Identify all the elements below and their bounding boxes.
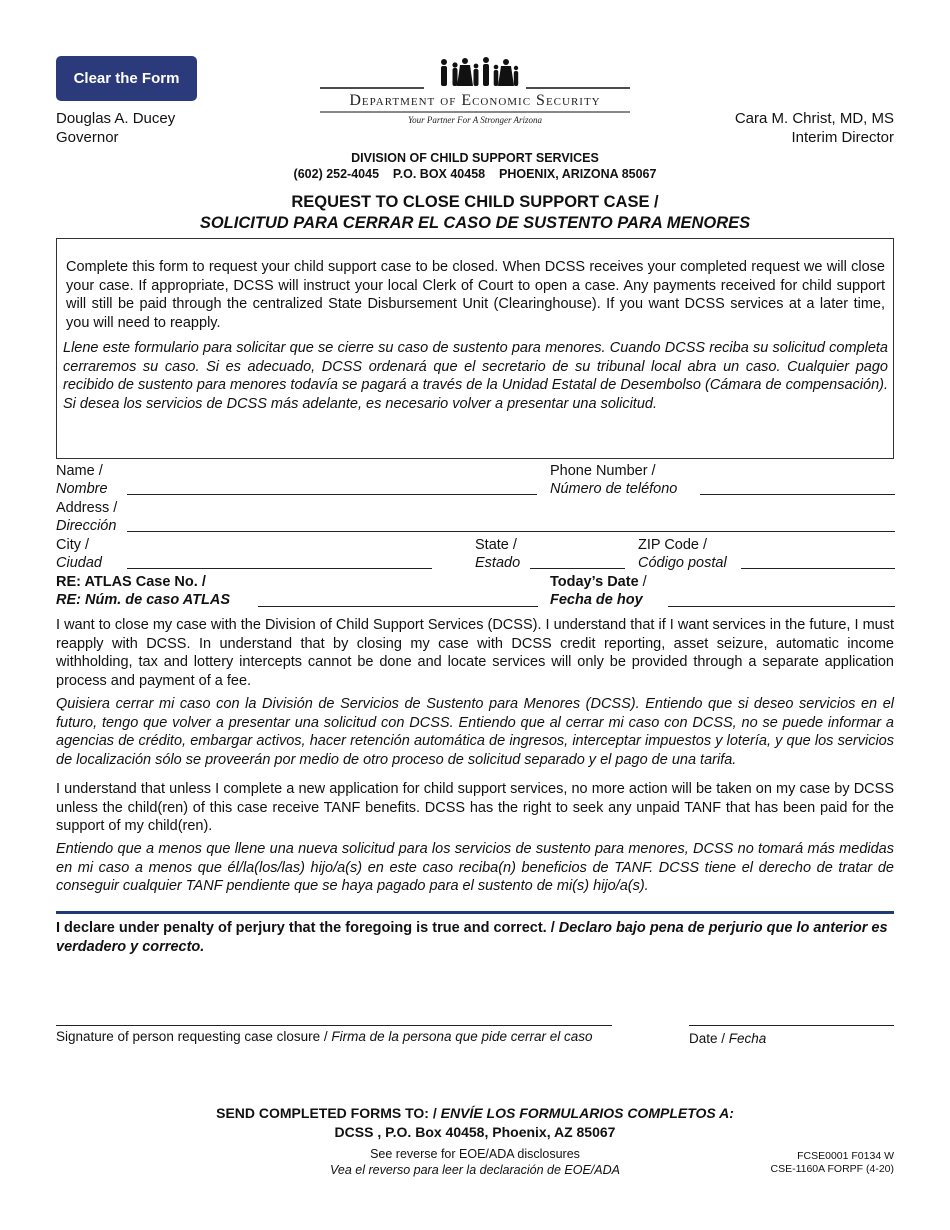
signature-date-label-en: Date / xyxy=(689,1031,729,1046)
division-block xyxy=(0,150,950,182)
today-date-label-es: Fecha de hoy xyxy=(550,591,643,608)
declaration xyxy=(56,919,894,956)
form-code-1: FCSE0001 F0134 W xyxy=(797,1150,894,1162)
governor-name: Douglas A. Ducey xyxy=(56,110,176,127)
intro-english: Complete this form to request your child support case to be closed. When DCSS receives your completed request we will close your case. If appropriate, DCSS will instruct your local Clerk of Court to open a case. Any payments received for child support will still be paid through the centralized State Disbursement Unit (Clearinghouse). If you want DCSS services at a later time, you will need to reapply. xyxy=(66,259,885,331)
eoe-notice-en: See reverse for EOE/ADA disclosures xyxy=(370,1147,580,1161)
declaration-rule xyxy=(56,911,894,914)
clear-form-button[interactable]: Clear the Form xyxy=(56,56,197,101)
case-number-label-es: RE: Núm. de caso ATLAS xyxy=(56,591,231,608)
signature-label xyxy=(56,1029,593,1044)
today-date-label xyxy=(550,574,647,609)
declaration-english: I declare under penalty of perjury that the foregoing is true and correct. / xyxy=(56,920,559,936)
state-label-en: State / xyxy=(475,537,517,553)
governor-title: Governor xyxy=(56,129,119,146)
signature-date-line[interactable] xyxy=(689,1025,894,1026)
city-input-line[interactable] xyxy=(127,568,432,569)
division-contact: (602) 252-4045 P.O. BOX 40458 PHOENIX, ARIZONA 85067 xyxy=(293,167,657,181)
declaration-spanish: Declaro bajo pena de perjurio que lo anterior es verdadero y correcto. xyxy=(56,920,888,955)
governor-block xyxy=(56,109,175,147)
phone-label-en: Phone Number / xyxy=(550,463,656,479)
name-input-line[interactable] xyxy=(127,494,537,495)
signature-label-es: Firma de la persona que pide cerrar el caso xyxy=(331,1029,593,1044)
close-case-paragraph-spanish: Quisiera cerrar mi caso con la División de Servicios de Sustento para Menores (DCSS). Entiendo que si deseo servicios en el futuro, tengo que volver a presentar una solicitud con DCSS. Entiendo que al cerrar mi caso con DCSS, no se puede informar a agencias de crédito, embargar activos, hacer retención automática de ingresos, interceptar impuestos y lotería, y que los servicios de localización sólo se proveerán por medio de otro proceso de solicitud separado y el pago de una tarifa. xyxy=(56,696,894,768)
case-number-input-line[interactable] xyxy=(258,606,538,607)
director-title: Interim Director xyxy=(791,129,894,146)
form-title-english: REQUEST TO CLOSE CHILD SUPPORT CASE / xyxy=(291,193,659,211)
today-date-slash: / xyxy=(638,574,647,590)
name-label xyxy=(56,463,108,498)
send-address: DCSS , P.O. Box 40458, Phoenix, AZ 85067 xyxy=(334,1124,616,1140)
tanf-paragraph: I understand that unless I complete a new application for child support services, no more action will be taken on my case by DCSS unless the child(ren) of this case receive TANF benefits. DCSS has the right to seek any unpaid TANF that has been paid for the support of my child(ren). xyxy=(56,781,894,834)
signature-date-label-es: Fecha xyxy=(728,1031,767,1046)
today-date-input-line[interactable] xyxy=(668,606,895,607)
department-name: Department of Economic Security xyxy=(349,92,601,109)
signature-date-label xyxy=(689,1031,766,1046)
instructions-box xyxy=(56,238,894,459)
zip-label xyxy=(638,537,727,572)
zip-label-es: Código postal xyxy=(638,554,727,571)
case-number-label-en: RE: ATLAS Case No. / xyxy=(56,574,206,590)
division-name: DIVISION OF CHILD SUPPORT SERVICES xyxy=(351,151,599,165)
address-input-line[interactable] xyxy=(127,531,895,532)
case-number-label xyxy=(56,574,230,609)
intro-spanish: Llene este formulario para solicitar que se cierre su caso de sustento para menores. Cuando DCSS reciba su solicitud completa cerraremos su caso. Si es adecuado, DCSS ordenará que el secretario de su tribunal local abra un caso. Cualquier pago recibido de sustento para menores todavía se pagará a través de la Unidad Estatal de Desembolso (Cámara de compensación). Si desea los servicios de DCSS más adelante, es necesario volver a presentar una solicitud. xyxy=(63,340,888,412)
send-label-en: SEND COMPLETED FORMS TO: / xyxy=(216,1105,441,1121)
name-label-en: Name / xyxy=(56,463,103,479)
address-label-es: Dirección xyxy=(56,517,117,534)
state-input-line[interactable] xyxy=(530,568,625,569)
form-code xyxy=(770,1150,894,1176)
city-label xyxy=(56,537,102,572)
director-block xyxy=(735,109,894,147)
signature-line[interactable] xyxy=(56,1025,612,1026)
address-label-en: Address / xyxy=(56,500,118,516)
director-name: Cara M. Christ, MD, MS xyxy=(734,110,894,127)
address-label xyxy=(56,500,117,535)
phone-input-line[interactable] xyxy=(700,494,895,495)
send-instructions xyxy=(0,1104,950,1142)
signature-label-en: Signature of person requesting case closure / xyxy=(56,1029,332,1044)
phone-label xyxy=(550,463,677,498)
tanf-paragraph-spanish: Entiendo que a menos que llene una nueva solicitud para los servicios de sustento para menores, DCSS no tomará más medidas en mi caso a menos que él/la(los/las) hijo/a(s) en este caso reciba(n) beneficios de TANF. DCSS tiene el derecho de tratar de conseguir cualquier TANF pendiente que se haya pagado para el sustento de mi(s) hijo/a(s). xyxy=(56,841,894,894)
state-label-es: Estado xyxy=(475,554,521,571)
city-label-en: City / xyxy=(56,537,90,553)
phone-label-es: Número de teléfono xyxy=(550,480,678,497)
close-case-paragraph: I want to close my case with the Division of Child Support Services (DCSS). I understand that if I want services in the future, I must reapply with DCSS. In understand that by closing my case with DCSS credit reporting, asset seizure, automatic income withholding, tax and lottery intercepts cannot be done and locate services will only be provided through a separate application process and payment of a fee. xyxy=(56,617,894,689)
zip-label-en: ZIP Code / xyxy=(638,537,708,553)
zip-input-line[interactable] xyxy=(741,568,895,569)
today-date-label-en: Today’s Date xyxy=(550,574,639,590)
form-title xyxy=(0,192,950,234)
state-label xyxy=(475,537,520,572)
department-tagline: Your Partner For A Stronger Arizona xyxy=(407,115,543,125)
send-label-es: ENVÍE LOS FORMULARIOS COMPLETOS A: xyxy=(440,1105,734,1121)
eoe-notice-es: Vea el reverso para leer la declaración de EOE/ADA xyxy=(330,1162,620,1177)
city-label-es: Ciudad xyxy=(56,554,102,571)
name-label-es: Nombre xyxy=(56,480,108,497)
form-code-2: CSE-1160A FORPF (4-20) xyxy=(770,1163,894,1175)
form-title-spanish: SOLICITUD PARA CERRAR EL CASO DE SUSTENTO PARA MENORES xyxy=(199,214,751,232)
